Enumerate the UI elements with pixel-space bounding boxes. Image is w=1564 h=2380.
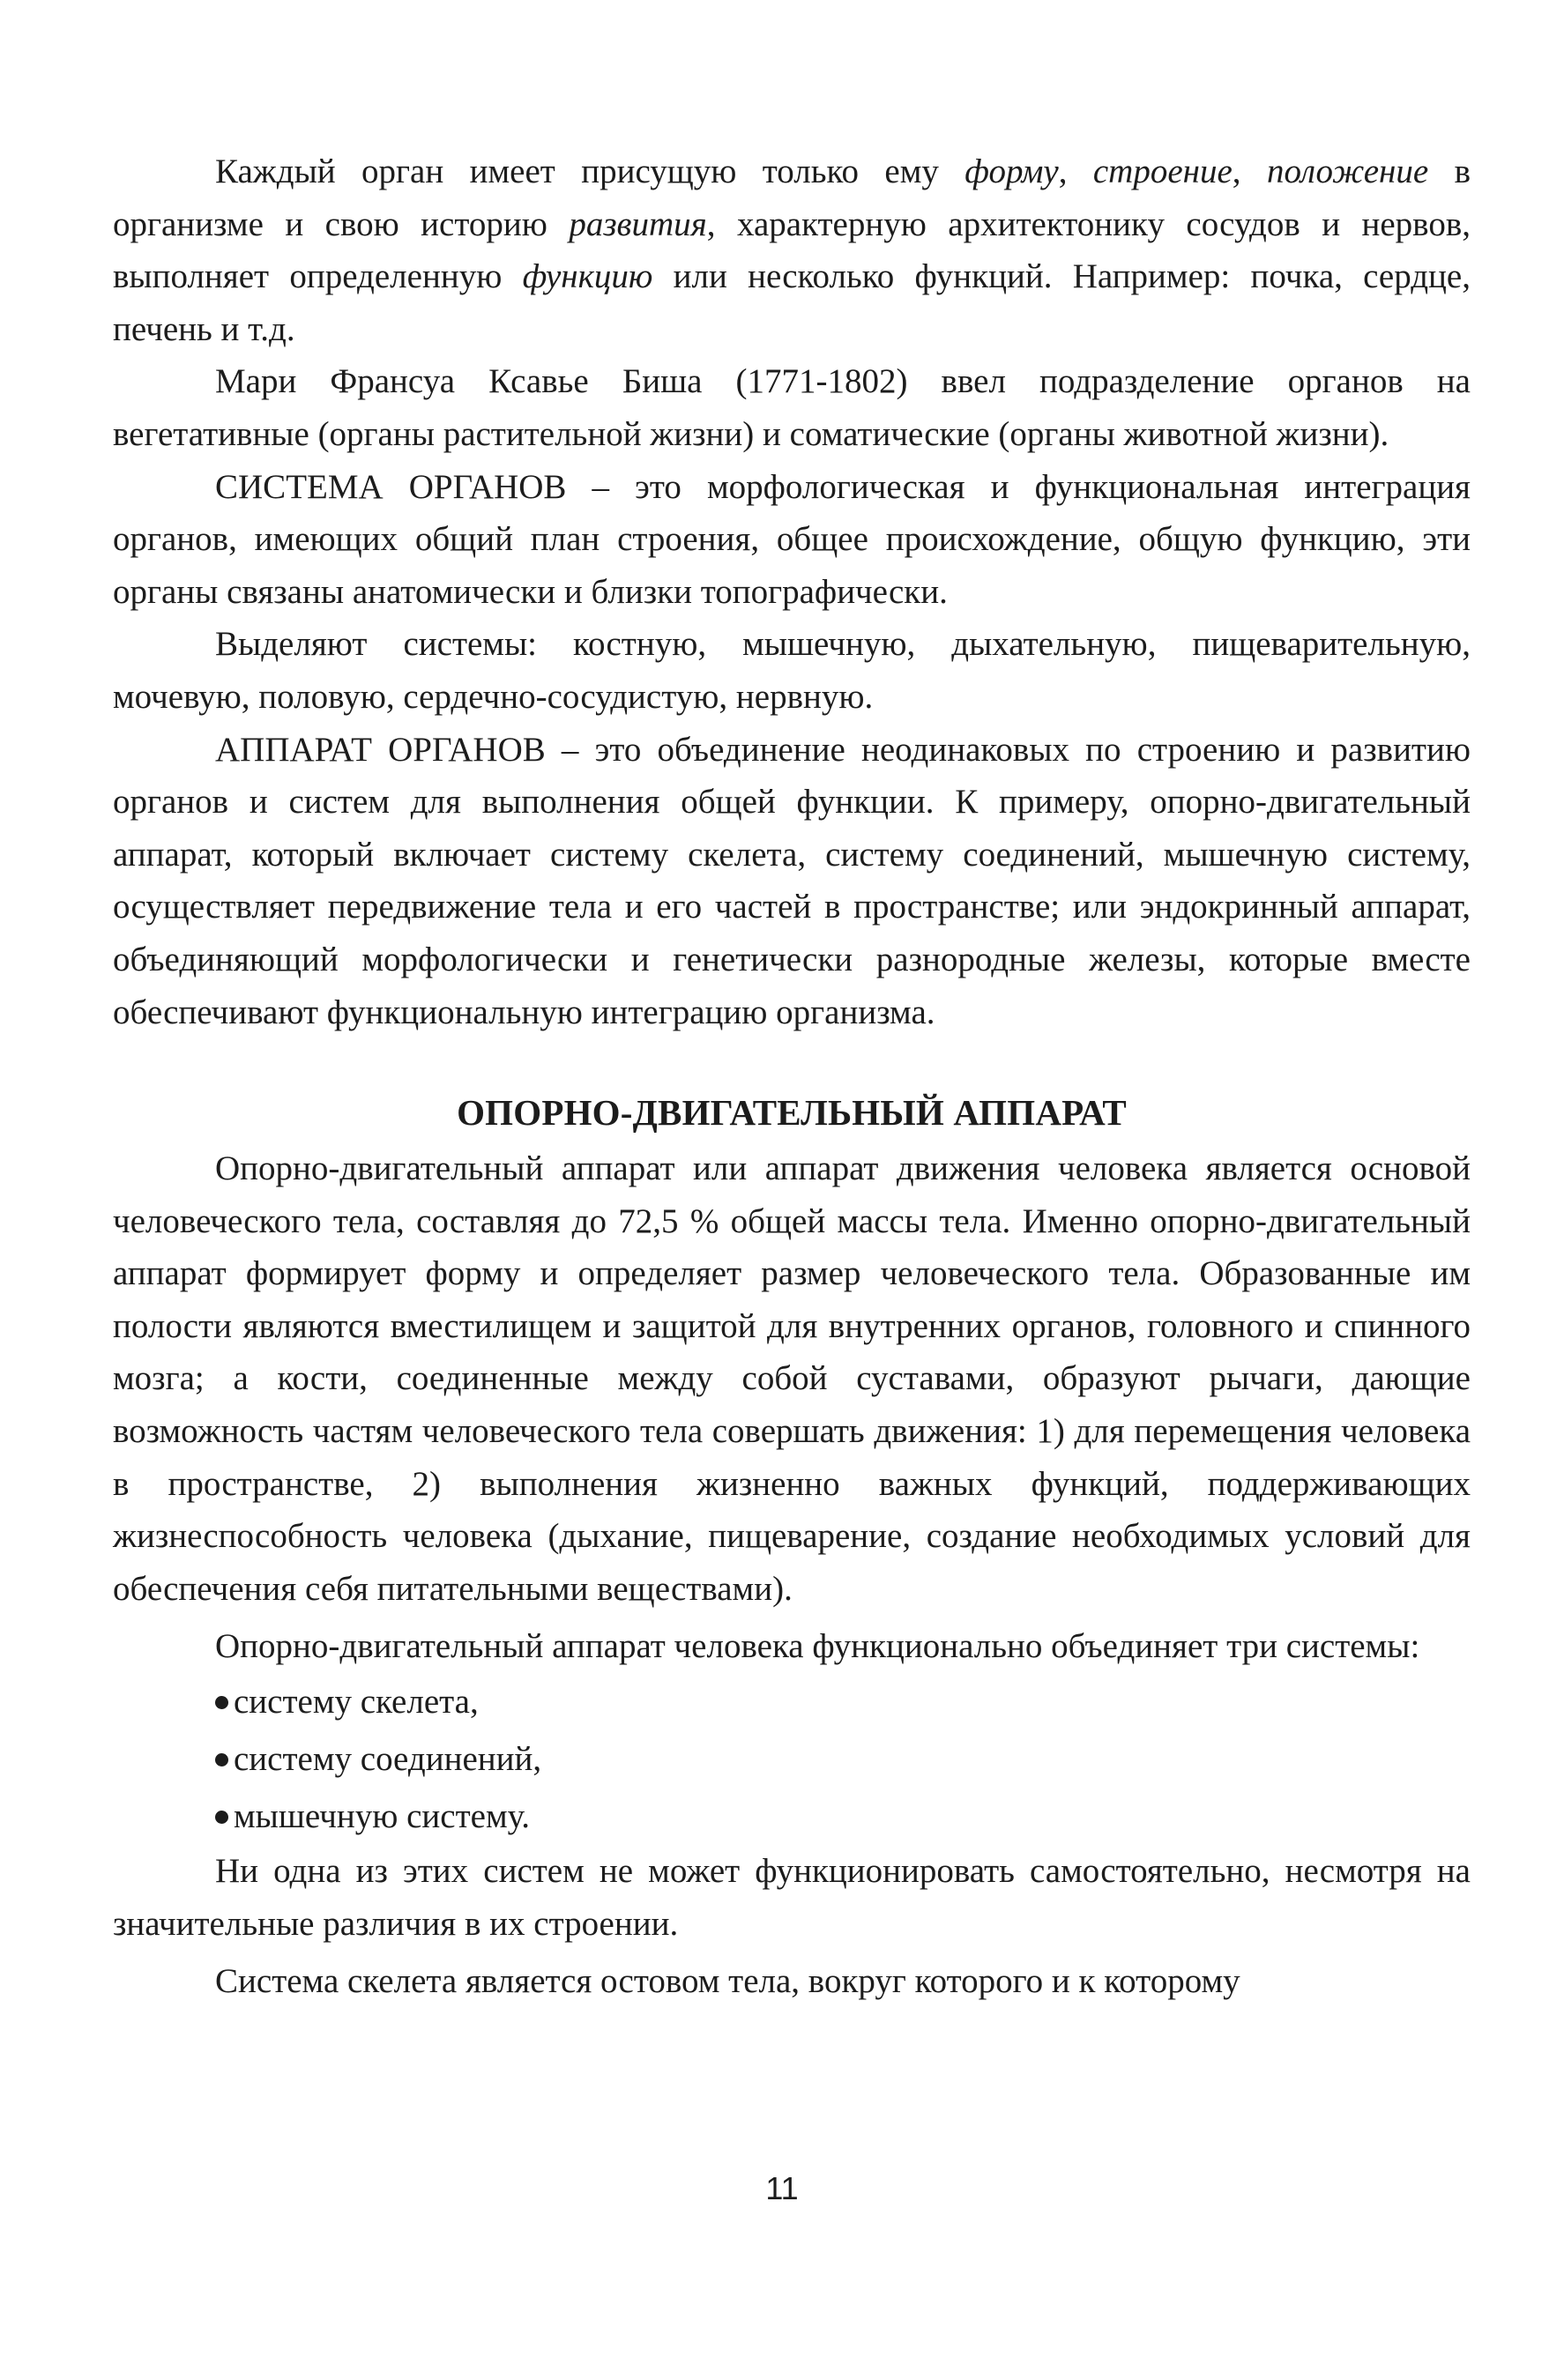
paragraph-musculoskeletal: Опорно-двигательный аппарат или аппарат движения человека является основой человеческого тела, составляя до 72,5 % общей массы тела. Именно опорно-двигательный аппарат формирует форму и определяет размер человеческого тела. Образованные им полости являются вместилищем и защитой для внутренних органов, головного и спинного мозга; а кости, соединенные между собой суставами, образуют рычаги, дающие возможность частям человеческого тела совершать движения: 1) для перемещения человека в пространстве, 2) выполнения жизненно важных функций, поддерживающих жизнеспособность человека (дыхание, пищеварение, создание необходимых условий для обеспечения себя питательными веществами).	[113, 1149, 1471, 1608]
list-item	[215, 1788, 1471, 1845]
paragraph-skeleton-system: Система скелета является остовом тела, вокруг которого и к которому	[215, 1962, 1240, 2001]
italic-term: форму	[964, 152, 1059, 190]
list-item	[215, 1730, 1471, 1788]
text-run: , характерную архитектонику сосудов и нервов, выполняет определенную	[113, 205, 1471, 296]
text-run: Каждый орган имеет присущую только ему	[215, 152, 965, 190]
section-heading: ОПОРНО-ДВИГАТЕЛЬНЫЙ АППАРАТ	[457, 1092, 1127, 1134]
bullet-list	[113, 1673, 1471, 1845]
bullet-icon	[215, 1811, 228, 1824]
bullet-icon	[215, 1696, 228, 1709]
list-item-text: систему скелета,	[234, 1683, 479, 1722]
bullet-icon	[215, 1753, 228, 1766]
paragraph-three-systems: Опорно-двигательный аппарат человека функционально объединяет три системы:	[215, 1627, 1420, 1666]
list-item	[215, 1673, 1471, 1730]
text-run: в организме и свою историю	[113, 152, 1471, 243]
list-item-text: мышечную систему.	[234, 1797, 530, 1836]
italic-term: положение	[1266, 152, 1429, 190]
paragraph-organ-apparatus: АППАРАТ ОРГАНОВ – это объединение неодинаковых по строению и развитию органов и систем для выполнения общей функции. К примеру, опорно-двигательный аппарат, который включает систему скелета, систему соединений, мышечную систему, осуществляет передвижение тела и его частей в пространстве; или эндокринный аппарат, объединяющий морфологически и генетически разнородные железы, которые вместе обеспечивают функциональную интеграцию организма.	[113, 730, 1471, 1031]
text-run: или несколько функций. Например: почка, сердце, печень и т.д.	[113, 257, 1471, 348]
paragraph-systems-list: Выделяют системы: костную, мышечную, дыхательную, пищеварительную, мочевую, половую, сердечно-сосудистую, нервную.	[113, 625, 1471, 716]
text-run: ,	[1232, 152, 1267, 190]
paragraph-no-system-alone: Ни одна из этих систем не может функционировать самостоятельно, несмотря на значительные различия в их строении.	[113, 1852, 1471, 1943]
page-number: 11	[765, 2170, 799, 2206]
paragraph-organ-definition	[113, 145, 1471, 355]
italic-term: функцию	[522, 257, 653, 296]
text-run: ,	[1058, 152, 1093, 190]
page-content	[113, 145, 1471, 2008]
italic-term: строение	[1092, 152, 1233, 190]
italic-term: развития	[569, 205, 707, 243]
list-item-text: систему соединений,	[234, 1740, 542, 1779]
paragraph-organ-system: СИСТЕМА ОРГАНОВ – это морфологическая и функциональная интеграция органов, имеющих общий план строения, общее происхождение, общую функцию, эти органы связаны анатомически и близки топографически.	[113, 467, 1471, 611]
paragraph-bichat: Мари Франсуа Ксавье Биша (1771-1802) ввел подразделение органов на вегетативные (органы растительной жизни) и соматические (органы животной жизни).	[113, 362, 1471, 453]
